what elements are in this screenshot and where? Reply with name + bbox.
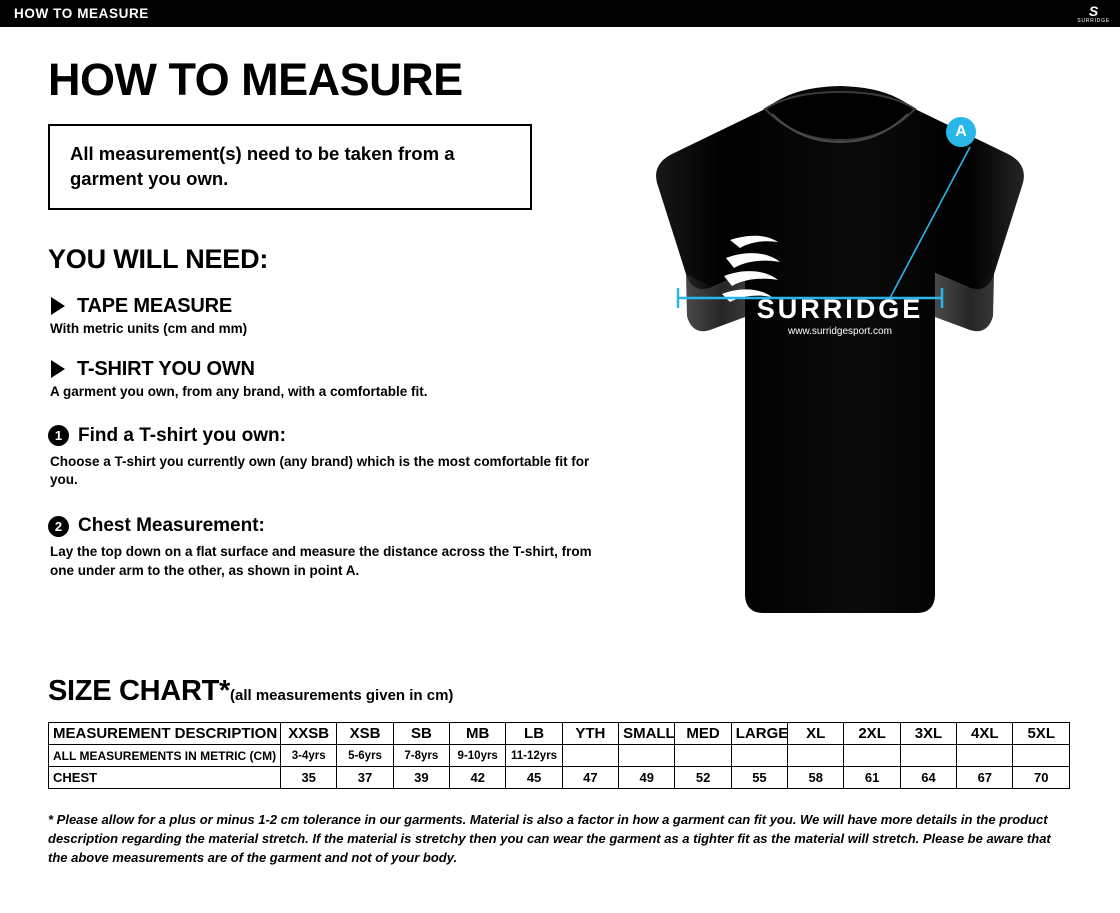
table-header-cell: YTH xyxy=(562,723,618,745)
table-header-cell: LB xyxy=(506,723,562,745)
table-cell: 49 xyxy=(619,767,675,789)
table-cell: 7-8yrs xyxy=(393,745,449,767)
table-header-cell: XL xyxy=(788,723,844,745)
table-cell: 70 xyxy=(1013,767,1070,789)
step-number-badge: 1 xyxy=(48,425,69,446)
top-bar-title: HOW TO MEASURE xyxy=(14,6,149,21)
table-cell: 5-6yrs xyxy=(337,745,393,767)
page-body xyxy=(0,27,1120,913)
table-row-label: ALL MEASUREMENTS IN METRIC (CM) xyxy=(49,745,281,767)
need-item-head xyxy=(48,295,608,318)
table-header-cell: MED xyxy=(675,723,731,745)
need-item-tshirt xyxy=(48,358,608,399)
table-cell: 9-10yrs xyxy=(450,745,506,767)
table-cell: 58 xyxy=(788,767,844,789)
table-header-cell: SMALL xyxy=(619,723,675,745)
table-cell xyxy=(562,745,618,767)
measurement-notice: All measurement(s) need to be taken from a garment you own. xyxy=(48,124,532,210)
triangle-bullet-icon xyxy=(51,297,65,315)
step-number-badge: 2 xyxy=(48,516,69,537)
shirt-brand-text: SURRIDGE xyxy=(756,294,924,324)
need-item-title: TAPE MEASURE xyxy=(77,294,233,317)
table-cell: 67 xyxy=(957,767,1013,789)
brand-logo-word: SURRIDGE xyxy=(1077,17,1110,24)
table-cell: 47 xyxy=(562,767,618,789)
table-header-cell: XSB xyxy=(337,723,393,745)
table-cell: 55 xyxy=(731,767,787,789)
table-cell xyxy=(957,745,1013,767)
brand-logo xyxy=(1077,4,1110,24)
table-cell: 45 xyxy=(506,767,562,789)
triangle-bullet-icon xyxy=(51,360,65,378)
table-cell: 37 xyxy=(337,767,393,789)
table-header-cell: XXSB xyxy=(281,723,337,745)
table-header-row xyxy=(49,723,1070,745)
left-column xyxy=(48,54,608,580)
step-2 xyxy=(48,515,608,579)
page-title: HOW TO MEASURE xyxy=(48,54,463,105)
size-chart-footnote: * Please allow for a plus or minus 1-2 cm tolerance in our garments. Material is also a factor in how a garment can fit you. We will have more details in the product description regarding the material stretch. If the material is stretchy then you can wear the garment as a tighter fit as the material will stretch. Please be aware that the above measurements are of the garment and not of your body. xyxy=(48,812,1051,865)
you-will-need-heading: YOU WILL NEED: xyxy=(48,243,269,274)
step-title: Chest Measurement: xyxy=(78,515,265,537)
table-row xyxy=(49,767,1070,789)
step-body: Lay the top down on a flat surface and measure the distance across the T-shirt, from one under arm to the other, as shown in point A. xyxy=(50,544,592,578)
table-cell: 52 xyxy=(675,767,731,789)
need-item-title: T-SHIRT YOU OWN xyxy=(77,357,255,380)
table-cell: 61 xyxy=(844,767,900,789)
size-chart-title xyxy=(48,675,1073,708)
table-header-cell: MEASUREMENT DESCRIPTION xyxy=(49,723,281,745)
table-cell xyxy=(731,745,787,767)
table-header-cell: 2XL xyxy=(844,723,900,745)
step-body: Choose a T-shirt you currently own (any brand) which is the most comfortable fit for you. xyxy=(50,453,590,488)
table-cell xyxy=(619,745,675,767)
size-chart-title-main: SIZE CHART* xyxy=(48,675,230,707)
measure-point-a-badge: A xyxy=(946,117,976,147)
step-title: Find a T-shirt you own: xyxy=(78,424,286,446)
table-cell xyxy=(788,745,844,767)
shirt-graphic xyxy=(590,62,1090,662)
need-item-sub: With metric units (cm and mm) xyxy=(50,320,248,336)
table-cell: 3-4yrs xyxy=(281,745,337,767)
step-head xyxy=(48,425,608,447)
table-cell xyxy=(900,745,956,767)
table-row-label: CHEST xyxy=(49,767,281,789)
table-header-cell: LARGE xyxy=(731,723,787,745)
step-1 xyxy=(48,425,608,489)
size-chart-table xyxy=(48,722,1070,789)
top-bar xyxy=(0,0,1120,27)
table-cell: 64 xyxy=(900,767,956,789)
brand-logo-mark: S xyxy=(1088,2,1099,19)
size-chart-title-note: (all measurements given in cm) xyxy=(230,687,454,704)
table-cell xyxy=(1013,745,1070,767)
table-header-cell: SB xyxy=(393,723,449,745)
need-item-head xyxy=(48,358,608,381)
size-chart-section xyxy=(48,675,1073,868)
need-item-sub: A garment you own, from any brand, with a comfortable fit. xyxy=(50,383,428,399)
table-header-cell: 5XL xyxy=(1013,723,1070,745)
table-cell: 35 xyxy=(281,767,337,789)
table-header-cell: MB xyxy=(450,723,506,745)
shirt-body xyxy=(656,86,1024,613)
table-cell: 39 xyxy=(393,767,449,789)
shirt-illustration xyxy=(590,62,1090,662)
table-cell: 11-12yrs xyxy=(506,745,562,767)
table-row xyxy=(49,745,1070,767)
table-cell xyxy=(675,745,731,767)
step-head xyxy=(48,515,608,537)
need-item-tape-measure xyxy=(48,295,608,336)
table-header-cell: 3XL xyxy=(900,723,956,745)
shirt-brand-url: www.surridgesport.com xyxy=(788,326,892,337)
table-cell: 42 xyxy=(450,767,506,789)
table-header-cell: 4XL xyxy=(957,723,1013,745)
table-cell xyxy=(844,745,900,767)
